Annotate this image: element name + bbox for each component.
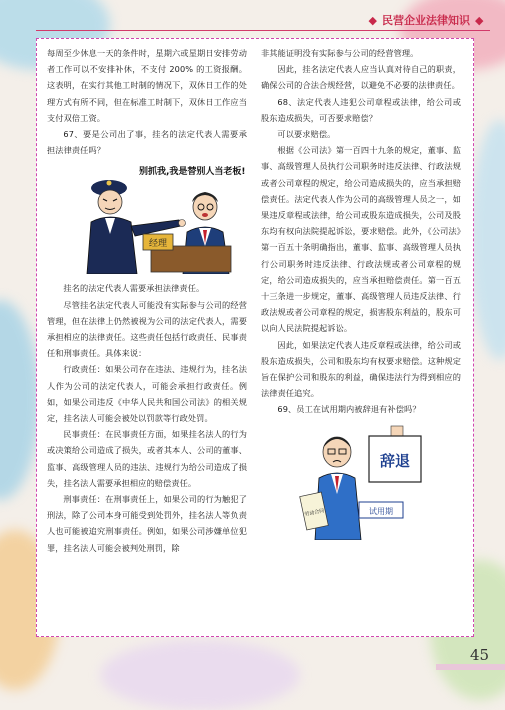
paragraph: 因此，如果法定代表人违反章程或法律，给公司或股东造成损失，公司和股东均有权要求赔偿。这种规定旨在保护公司和股东的利益，确保违法行为得到相应的法律责任追究。 xyxy=(261,339,461,399)
paragraph: 可以要求赔偿。 xyxy=(277,129,336,140)
question-heading: 69、员工在试用期内被辞退有补偿吗？ xyxy=(277,404,421,415)
watercolor-splash xyxy=(100,640,300,710)
paragraph: 民事责任：在民事责任方面，如果挂名法人的行为或决策给公司造成了损失，或者其本人、公司的董事、监事、高级管理人员的违法、违规行为给公司造成了损失，挂名法人需要承担相应的赔偿责任。 xyxy=(47,429,247,488)
probation-tag: 试用期 xyxy=(369,506,393,516)
section-title: 民营企业法律知识 xyxy=(382,14,470,27)
page-number: 45 xyxy=(470,646,490,664)
watercolor-splash xyxy=(0,300,40,500)
diamond-icon: ◆ xyxy=(475,13,484,27)
paragraph: 行政责任：如果公司存在违法、违规行为，挂名法人作为公司的法定代表人，可能会承担行政责任。例如，如果公司违反《中华人民共和国公司法》的相关规定，挂名法人可能会被处以罚款等行政处罚。 xyxy=(47,364,247,424)
cartoon-illustration-legal-rep xyxy=(47,162,247,274)
paragraph: 因此，挂名法定代表人应当认真对待自己的职责，确保公司的合法合规经营，以避免不必要的法律责任。 xyxy=(261,64,461,91)
header-divider xyxy=(36,30,490,31)
desk-sign: 经理 xyxy=(148,239,168,250)
contract-label: 劳动合同 xyxy=(304,507,325,518)
left-column xyxy=(47,45,247,556)
paragraph: 非其能证明没有实际参与公司的经营管理。 xyxy=(261,48,419,58)
paragraph: 刑事责任：在刑事责任上，如果公司的行为触犯了刑法，除了公司本身可能受到处罚外，挂名法人等负责人也可能被追究刑事责任。例如，如果公司涉嫌单位犯罪，挂名法人可能会被判处刑罚，除 xyxy=(47,494,247,553)
paragraph: 根据《公司法》第一百四十九条的规定，董事、监事、高级管理人员执行公司职务时违反法律、行政法规或者公司章程的规定，给公司造成损失的，应当承担赔偿责任。法定代表人作为公司的高级管理人员之一，如果违反章程或法律，给公司或股东造成损失，公司及股东均有权向法院提起诉讼，要求赔偿。此外，《公司法》第一百五十条明确指出，董事、监事、高级管理人员执行公司职务时违反法律、行政法规或者公司章程的规定，给公司造成损失的，应当承担赔偿责任。第一百五十三条进一步规定，董事、高级管理人员违反法律、行政法规或者公司章程的规定，损害股东利益的，股东可以向人民法院提起诉讼。 xyxy=(261,145,461,334)
paragraph: 每周至少休息一天的条件时，星期六或星期日安排劳动者工作可以不安排补休，不支付 200% 的工资报酬。这表明，在实行其他工时制的情况下，双休日工作的处理方式有所不同，但在标准工时制下，双休日工作应当支付双倍工资。 xyxy=(47,48,247,123)
section-header xyxy=(362,10,490,30)
right-column xyxy=(261,45,461,540)
question-heading: 67、要是公司出了事，挂名的法定代表人需要承担法律责任吗？ xyxy=(47,129,247,156)
page-content xyxy=(36,38,474,637)
watercolor-splash xyxy=(470,120,505,360)
paragraph: 尽管挂名法定代表人可能没有实际参与公司的经营管理，但在法律上仍然被视为公司的法定代表人，需要承担相应的法律责任。这些责任包括行政责任、民事责任和刑事责任。具体来说： xyxy=(47,299,247,359)
footer-bar xyxy=(436,664,505,670)
speech-text: 别抓我,我是替别人当老板! xyxy=(139,167,246,178)
cartoon-illustration-dismissal xyxy=(295,422,445,540)
question-heading: 68、法定代表人违犯公司章程或法律，给公司或股东造成损失，可否要求赔偿？ xyxy=(261,96,461,123)
diamond-icon: ◆ xyxy=(368,13,377,27)
paragraph: 挂名的法定代表人需要承担法律责任。 xyxy=(63,283,205,294)
dismissal-sign-text: 辞退 xyxy=(379,451,411,470)
